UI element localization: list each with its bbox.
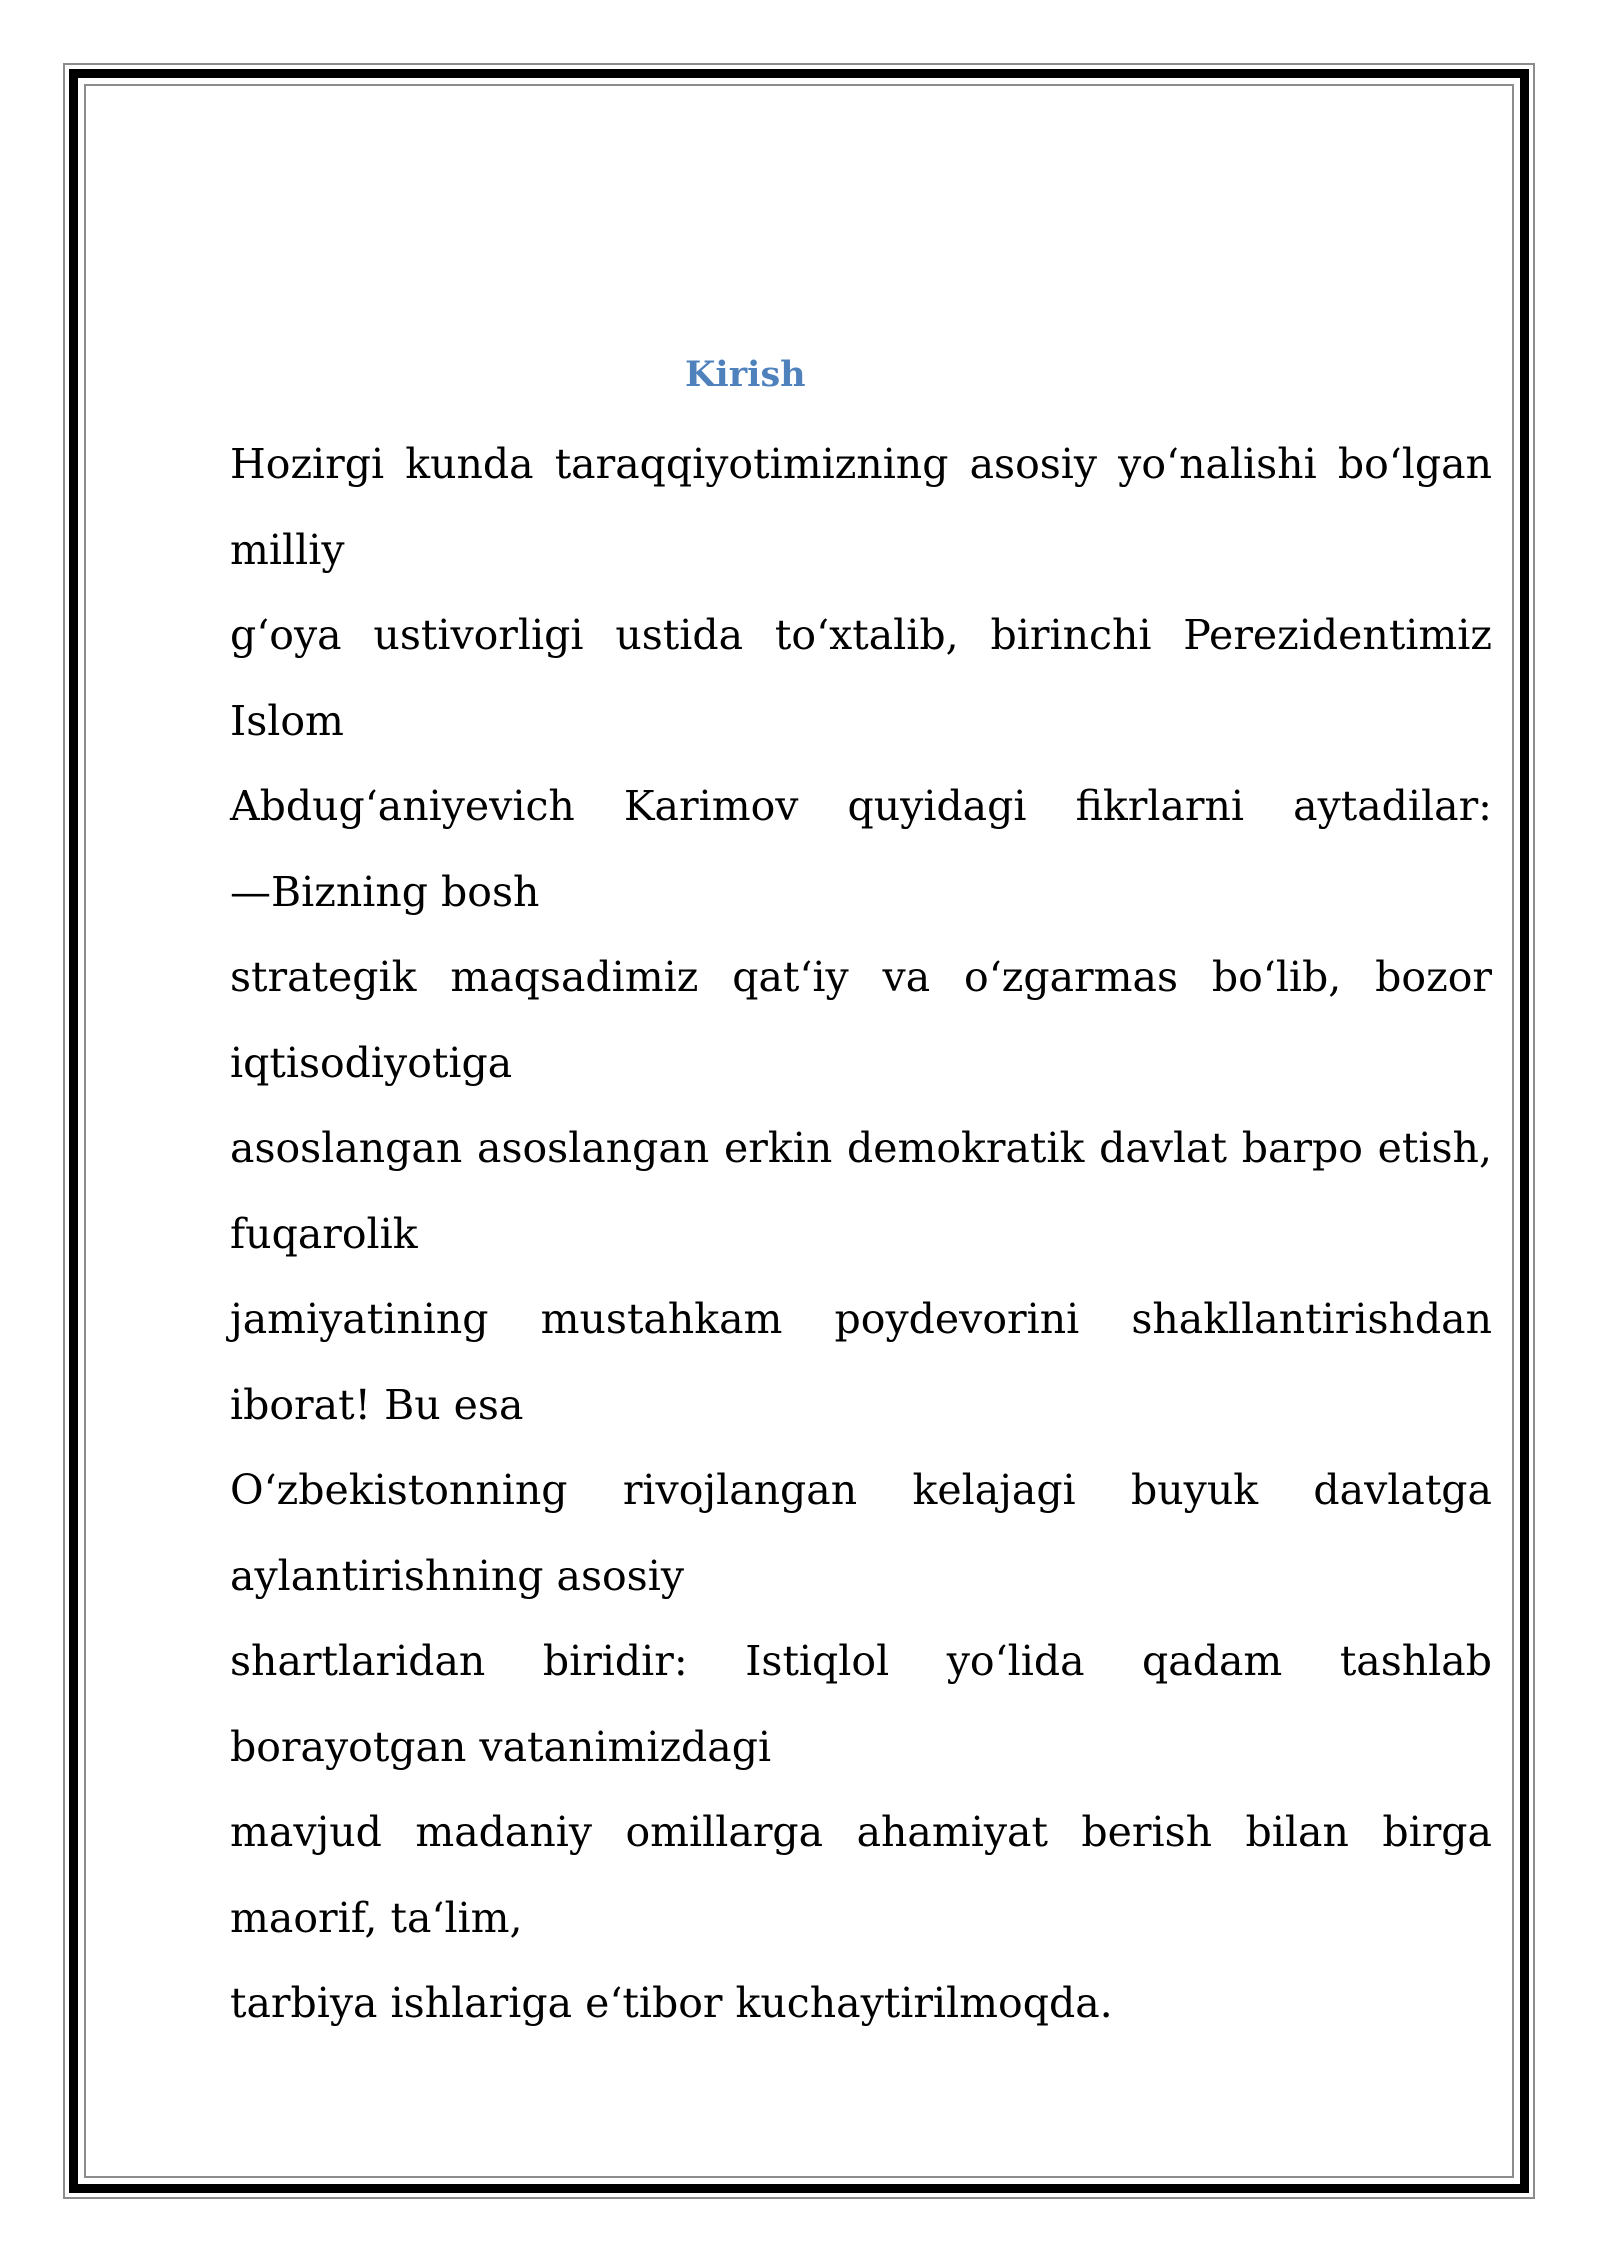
text-line: Hozirgi kunda taraqqiyotimizning asosiy yo‘nalishi bo‘lgan [230,440,1492,488]
text-line: aylantirishning asosiy [230,1551,685,1600]
text-line: iqtisodiyotiga [230,1038,513,1087]
text-line: Abdug‘aniyevich Karimov quyidagi fikrlarni aytadilar: [230,782,1492,830]
text-line: fuqarolik [230,1209,418,1258]
text-line: maorif, ta‘lim, [230,1893,523,1942]
text-line: milliy [230,525,345,574]
text-line: jamiyatining mustahkam poydevorini shakllantirishdan [230,1295,1492,1343]
text-line: Islom [230,696,344,745]
text-line: —Bizning bosh [230,867,540,916]
text-line: O‘zbekistonning rivojlangan kelajagi buyuk davlatga [230,1466,1492,1514]
text-line: g‘oya ustivorligi ustida to‘xtalib, birinchi Perezidentimiz [230,611,1492,659]
section-heading: Kirish [685,354,806,395]
text-line: mavjud madaniy omillarga ahamiyat berish bilan birga [230,1808,1492,1856]
text-line: iborat! Bu esa [230,1380,524,1429]
text-line: shartlaridan biridir: Istiqlol yo‘lida qadam tashlab [230,1637,1492,1685]
text-line: strategik maqsadimiz qat‘iy va o‘zgarmas bo‘lib, bozor [230,953,1492,1001]
text-line: asoslangan asoslangan erkin demokratik davlat barpo etish, [230,1124,1492,1172]
body-paragraph [230,422,1492,2047]
text-line: borayotgan vatanimizdagi [230,1722,772,1771]
text-line: tarbiya ishlariga e‘tibor kuchaytirilmoqda. [230,1979,1113,2027]
